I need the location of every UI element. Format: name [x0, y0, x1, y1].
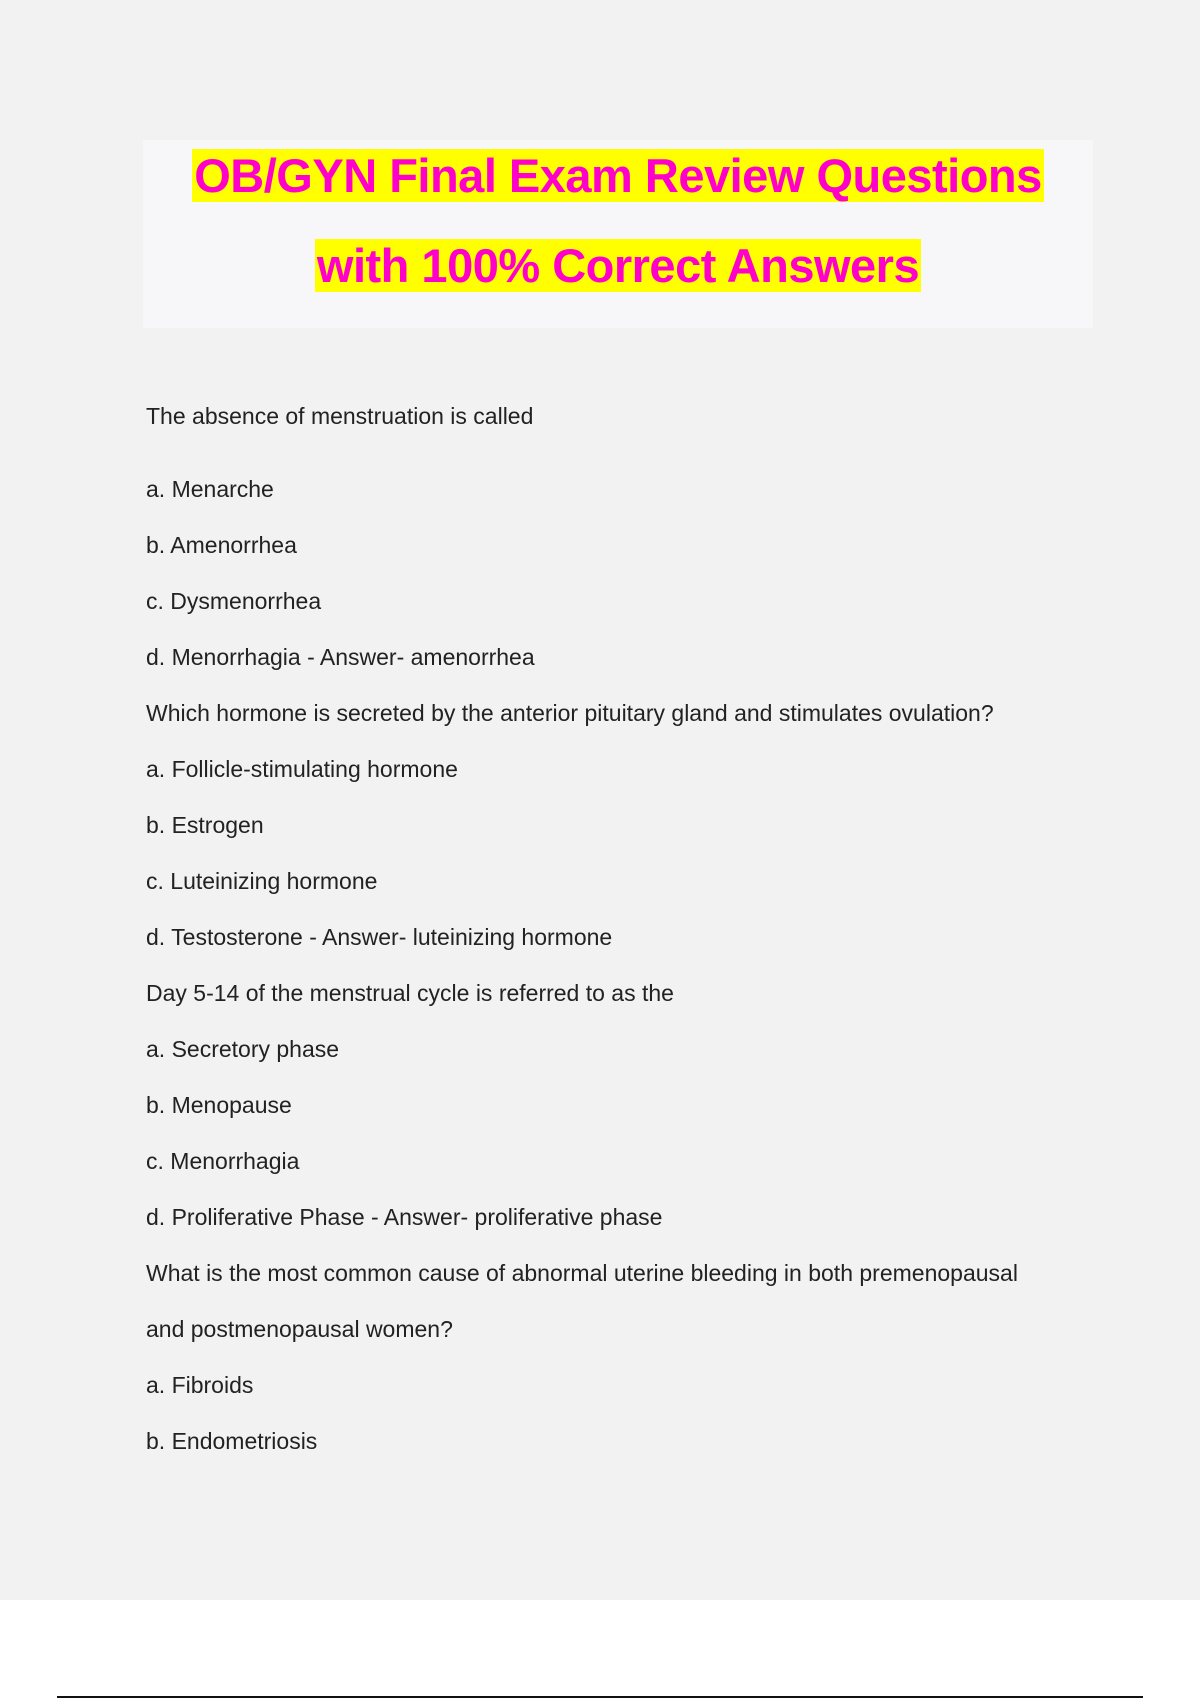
footer-divider: [57, 1696, 1143, 1698]
answer-option: a. Menarche: [146, 476, 274, 502]
answer-option: c. Luteinizing hormone: [146, 868, 378, 894]
answer-option: a. Follicle-stimulating hormone: [146, 756, 458, 782]
question-text-continued: and postmenopausal women?: [146, 1316, 453, 1342]
title-text-1: OB/GYN Final Exam Review Questions: [194, 149, 1042, 202]
answer-option: c. Menorrhagia: [146, 1148, 300, 1174]
question-text: What is the most common cause of abnormal uterine bleeding in both premenopausal: [146, 1260, 1018, 1286]
answer-option: b. Amenorrhea: [146, 532, 297, 558]
title-line-2: [143, 235, 1093, 297]
answer-option: c. Dysmenorrhea: [146, 588, 322, 614]
question-list: [146, 388, 1106, 1469]
answer-option: b. Endometriosis: [146, 1428, 318, 1454]
answer-option-with-answer: d. Menorrhagia - Answer- amenorrhea: [146, 644, 535, 670]
question-text: The absence of menstruation is called: [146, 403, 534, 429]
question-text: Which hormone is secreted by the anterior pituitary gland and stimulates ovulation?: [146, 700, 994, 726]
answer-option: a. Fibroids: [146, 1372, 254, 1398]
question-text: Day 5-14 of the menstrual cycle is referred to as the: [146, 980, 674, 1006]
answer-option-with-answer: d. Proliferative Phase - Answer- proliferative phase: [146, 1204, 663, 1230]
answer-option-with-answer: d. Testosterone - Answer- luteinizing hormone: [146, 924, 613, 950]
title-line-1: [143, 145, 1093, 207]
title-text-2: with 100% Correct Answers: [316, 239, 920, 292]
answer-option: b. Estrogen: [146, 812, 264, 838]
answer-option: a. Secretory phase: [146, 1036, 340, 1062]
title-block: [143, 140, 1093, 328]
answer-option: b. Menopause: [146, 1092, 292, 1118]
